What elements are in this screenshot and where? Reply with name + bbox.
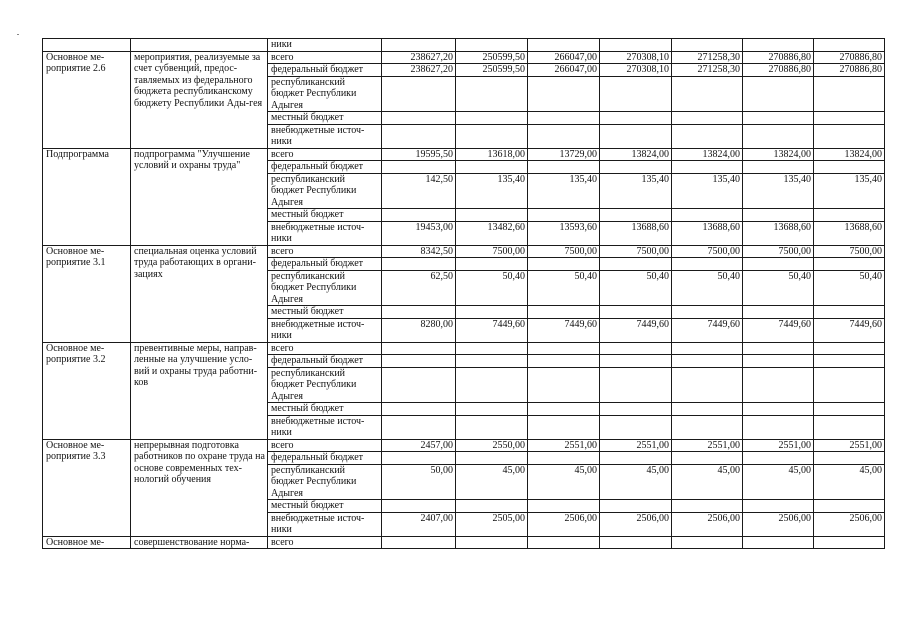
amount-cell (456, 415, 528, 439)
amount-cell: 2457,00 (382, 439, 456, 452)
activity-description-cell: специальная оценка условий труда работающих в органи-зациях (131, 245, 268, 342)
amount-cell: 2551,00 (528, 439, 600, 452)
amount-cell: 270886,80 (743, 51, 814, 64)
amount-cell (814, 452, 885, 465)
amount-cell: 45,00 (528, 464, 600, 500)
funding-source-cell: внебюджетные источ-ники (268, 221, 382, 245)
activity-description-cell: совершенствование норма- (131, 536, 268, 549)
table-row (43, 439, 885, 452)
funding-source-cell: республиканский бюджет Республики Адыгея (268, 367, 382, 403)
amount-cell (814, 342, 885, 355)
amount-cell (382, 536, 456, 549)
amount-cell: 13688,60 (600, 221, 672, 245)
activity-description-cell: подпрограмма "Улучшение условий и охраны труда" (131, 148, 268, 245)
amount-cell: 2551,00 (600, 439, 672, 452)
activity-type-cell: Основное ме-роприятие 3.3 (43, 439, 131, 536)
amount-cell (382, 415, 456, 439)
amount-cell: 271258,30 (672, 64, 743, 77)
amount-cell: 2506,00 (672, 512, 743, 536)
activity-type-cell: Основное ме-роприятие 2.6 (43, 51, 131, 148)
amount-cell (382, 500, 456, 513)
amount-cell: 19453,00 (382, 221, 456, 245)
amount-cell: 238627,20 (382, 51, 456, 64)
table-row (43, 342, 885, 355)
amount-cell (814, 355, 885, 368)
funding-source-cell: внебюджетные источ-ники (268, 415, 382, 439)
amount-cell (528, 500, 600, 513)
amount-cell (814, 367, 885, 403)
amount-cell: 50,40 (743, 270, 814, 306)
table-row (43, 39, 885, 52)
amount-cell (600, 161, 672, 174)
funding-source-cell: всего (268, 148, 382, 161)
amount-cell: 7449,60 (672, 318, 743, 342)
amount-cell (743, 161, 814, 174)
funding-source-cell: внебюджетные источ-ники (268, 512, 382, 536)
amount-cell (382, 355, 456, 368)
amount-cell (743, 306, 814, 319)
amount-cell: 13824,00 (600, 148, 672, 161)
amount-cell (672, 415, 743, 439)
amount-cell (672, 306, 743, 319)
table-row (43, 148, 885, 161)
amount-cell: 50,40 (528, 270, 600, 306)
funding-source-cell: внебюджетные источ-ники (268, 124, 382, 148)
amount-cell: 250599,50 (456, 51, 528, 64)
amount-cell (600, 415, 672, 439)
amount-cell (528, 39, 600, 52)
amount-cell (382, 76, 456, 112)
amount-cell (382, 403, 456, 416)
funding-source-cell: федеральный бюджет (268, 452, 382, 465)
amount-cell: 2407,00 (382, 512, 456, 536)
amount-cell (672, 112, 743, 125)
amount-cell: 50,40 (456, 270, 528, 306)
funding-source-cell: местный бюджет (268, 209, 382, 222)
amount-cell: 45,00 (672, 464, 743, 500)
amount-cell (814, 112, 885, 125)
amount-cell: 13824,00 (743, 148, 814, 161)
amount-cell: 13688,60 (814, 221, 885, 245)
amount-cell (382, 112, 456, 125)
amount-cell: 135,40 (600, 173, 672, 209)
amount-cell (814, 76, 885, 112)
amount-cell: 2506,00 (600, 512, 672, 536)
amount-cell: 266047,00 (528, 64, 600, 77)
amount-cell (456, 112, 528, 125)
amount-cell (743, 536, 814, 549)
amount-cell (600, 536, 672, 549)
amount-cell: 2550,00 (456, 439, 528, 452)
amount-cell (743, 367, 814, 403)
amount-cell: 50,40 (814, 270, 885, 306)
budget-table-body (43, 39, 885, 549)
amount-cell (814, 403, 885, 416)
amount-cell (672, 500, 743, 513)
amount-cell (382, 258, 456, 271)
amount-cell (672, 258, 743, 271)
amount-cell (743, 112, 814, 125)
amount-cell (600, 367, 672, 403)
activity-type-cell: Основное ме-роприятие 3.2 (43, 342, 131, 439)
amount-cell (456, 306, 528, 319)
funding-source-cell: местный бюджет (268, 306, 382, 319)
amount-cell (528, 306, 600, 319)
amount-cell (382, 306, 456, 319)
funding-source-cell: федеральный бюджет (268, 258, 382, 271)
amount-cell: 2506,00 (814, 512, 885, 536)
amount-cell (528, 161, 600, 174)
amount-cell (528, 403, 600, 416)
amount-cell (382, 39, 456, 52)
amount-cell: 7500,00 (528, 245, 600, 258)
amount-cell: 270886,80 (743, 64, 814, 77)
amount-cell (743, 500, 814, 513)
amount-cell (456, 367, 528, 403)
funding-source-cell: местный бюджет (268, 500, 382, 513)
amount-cell: 13688,60 (672, 221, 743, 245)
amount-cell (814, 306, 885, 319)
amount-cell: 2551,00 (672, 439, 743, 452)
amount-cell: 13593,60 (528, 221, 600, 245)
amount-cell: 135,40 (528, 173, 600, 209)
amount-cell (814, 39, 885, 52)
amount-cell: 270308,10 (600, 64, 672, 77)
amount-cell: 2551,00 (743, 439, 814, 452)
amount-cell (382, 161, 456, 174)
amount-cell: 50,40 (672, 270, 743, 306)
amount-cell (382, 452, 456, 465)
amount-cell: 7449,60 (528, 318, 600, 342)
funding-source-cell: республиканский бюджет Республики Адыгея (268, 173, 382, 209)
amount-cell (456, 500, 528, 513)
amount-cell (743, 452, 814, 465)
amount-cell: 13688,60 (743, 221, 814, 245)
amount-cell: 2506,00 (528, 512, 600, 536)
amount-cell (814, 258, 885, 271)
amount-cell: 62,50 (382, 270, 456, 306)
amount-cell: 45,00 (743, 464, 814, 500)
amount-cell (456, 452, 528, 465)
amount-cell (600, 403, 672, 416)
amount-cell (600, 342, 672, 355)
amount-cell (456, 209, 528, 222)
amount-cell (528, 124, 600, 148)
amount-cell (814, 161, 885, 174)
amount-cell: 271258,30 (672, 51, 743, 64)
activity-type-cell: Подпрограмма (43, 148, 131, 245)
amount-cell (456, 39, 528, 52)
amount-cell (672, 342, 743, 355)
amount-cell (456, 536, 528, 549)
amount-cell: 7500,00 (456, 245, 528, 258)
activity-description-cell: мероприятия, реализуемые за счет субвенций, предос-тавляемых из федерального бюджета республиканскому бюджету Республики Ады-гея (131, 51, 268, 148)
amount-cell (814, 209, 885, 222)
amount-cell: 270886,80 (814, 64, 885, 77)
budget-table (42, 38, 885, 549)
amount-cell (672, 355, 743, 368)
amount-cell: 7449,60 (456, 318, 528, 342)
amount-cell: 7500,00 (743, 245, 814, 258)
amount-cell (528, 342, 600, 355)
amount-cell (456, 342, 528, 355)
amount-cell (528, 112, 600, 125)
amount-cell: 50,00 (382, 464, 456, 500)
activity-type-cell: Основное ме- (43, 536, 131, 549)
amount-cell: 13824,00 (814, 148, 885, 161)
amount-cell: 13824,00 (672, 148, 743, 161)
amount-cell: 50,40 (600, 270, 672, 306)
amount-cell (600, 355, 672, 368)
amount-cell (456, 403, 528, 416)
amount-cell: 270886,80 (814, 51, 885, 64)
amount-cell (672, 536, 743, 549)
funding-source-cell: внебюджетные источ-ники (268, 318, 382, 342)
amount-cell (672, 39, 743, 52)
amount-cell (743, 355, 814, 368)
funding-source-cell: республиканский бюджет Республики Адыгея (268, 270, 382, 306)
amount-cell: 7449,60 (743, 318, 814, 342)
amount-cell (528, 536, 600, 549)
amount-cell (528, 355, 600, 368)
activity-description-cell: превентивные меры, направ-ленные на улучшение усло-вий и охраны труда работни-ков (131, 342, 268, 439)
amount-cell: 2505,00 (456, 512, 528, 536)
amount-cell (600, 76, 672, 112)
funding-source-cell: республиканский бюджет Республики Адыгея (268, 76, 382, 112)
amount-cell (600, 112, 672, 125)
amount-cell (528, 76, 600, 112)
amount-cell (528, 209, 600, 222)
amount-cell: 45,00 (456, 464, 528, 500)
amount-cell (528, 367, 600, 403)
amount-cell (814, 415, 885, 439)
amount-cell (672, 209, 743, 222)
amount-cell (672, 403, 743, 416)
amount-cell (672, 161, 743, 174)
amount-cell (600, 306, 672, 319)
table-row (43, 536, 885, 549)
activity-type-cell: Основное ме-роприятие 3.1 (43, 245, 131, 342)
scan-speck (17, 34, 19, 35)
amount-cell (672, 367, 743, 403)
activity-description-cell (131, 39, 268, 52)
funding-source-cell: федеральный бюджет (268, 355, 382, 368)
amount-cell (743, 342, 814, 355)
amount-cell: 13729,00 (528, 148, 600, 161)
amount-cell (743, 415, 814, 439)
amount-cell (814, 124, 885, 148)
activity-type-cell (43, 39, 131, 52)
amount-cell: 7449,60 (814, 318, 885, 342)
amount-cell (672, 76, 743, 112)
table-row (43, 245, 885, 258)
amount-cell: 135,40 (814, 173, 885, 209)
amount-cell (743, 403, 814, 416)
amount-cell: 7500,00 (814, 245, 885, 258)
funding-source-cell: местный бюджет (268, 112, 382, 125)
amount-cell (382, 124, 456, 148)
amount-cell (600, 452, 672, 465)
amount-cell: 270308,10 (600, 51, 672, 64)
amount-cell: 250599,50 (456, 64, 528, 77)
amount-cell (743, 76, 814, 112)
table-row (43, 51, 885, 64)
amount-cell: 13618,00 (456, 148, 528, 161)
amount-cell (382, 342, 456, 355)
amount-cell: 7500,00 (672, 245, 743, 258)
amount-cell: 7449,60 (600, 318, 672, 342)
amount-cell: 135,40 (672, 173, 743, 209)
amount-cell: 8280,00 (382, 318, 456, 342)
funding-source-cell: местный бюджет (268, 403, 382, 416)
amount-cell: 2506,00 (743, 512, 814, 536)
funding-source-cell: всего (268, 245, 382, 258)
amount-cell (743, 39, 814, 52)
amount-cell: 266047,00 (528, 51, 600, 64)
funding-source-cell: ники (268, 39, 382, 52)
funding-source-cell: всего (268, 536, 382, 549)
amount-cell (814, 536, 885, 549)
funding-source-cell: всего (268, 51, 382, 64)
amount-cell (600, 500, 672, 513)
amount-cell: 8342,50 (382, 245, 456, 258)
amount-cell: 13482,60 (456, 221, 528, 245)
funding-source-cell: республиканский бюджет Республики Адыгея (268, 464, 382, 500)
amount-cell (600, 39, 672, 52)
amount-cell (672, 124, 743, 148)
amount-cell (814, 500, 885, 513)
amount-cell: 7500,00 (600, 245, 672, 258)
amount-cell: 135,40 (743, 173, 814, 209)
funding-source-cell: федеральный бюджет (268, 161, 382, 174)
amount-cell (600, 124, 672, 148)
amount-cell (743, 258, 814, 271)
amount-cell: 45,00 (814, 464, 885, 500)
amount-cell: 2551,00 (814, 439, 885, 452)
amount-cell (456, 355, 528, 368)
amount-cell (600, 258, 672, 271)
amount-cell (528, 415, 600, 439)
amount-cell (382, 367, 456, 403)
amount-cell (456, 258, 528, 271)
amount-cell (528, 452, 600, 465)
amount-cell: 19595,50 (382, 148, 456, 161)
amount-cell (743, 124, 814, 148)
amount-cell (456, 161, 528, 174)
funding-source-cell: федеральный бюджет (268, 64, 382, 77)
amount-cell: 135,40 (456, 173, 528, 209)
amount-cell (456, 76, 528, 112)
amount-cell (743, 209, 814, 222)
amount-cell (528, 258, 600, 271)
amount-cell (672, 452, 743, 465)
amount-cell (382, 209, 456, 222)
funding-source-cell: всего (268, 439, 382, 452)
funding-source-cell: всего (268, 342, 382, 355)
amount-cell: 238627,20 (382, 64, 456, 77)
amount-cell (600, 209, 672, 222)
amount-cell (456, 124, 528, 148)
amount-cell: 142,50 (382, 173, 456, 209)
activity-description-cell: непрерывная подготовка работников по охране труда на основе современных тех-нологий обучения (131, 439, 268, 536)
amount-cell: 45,00 (600, 464, 672, 500)
